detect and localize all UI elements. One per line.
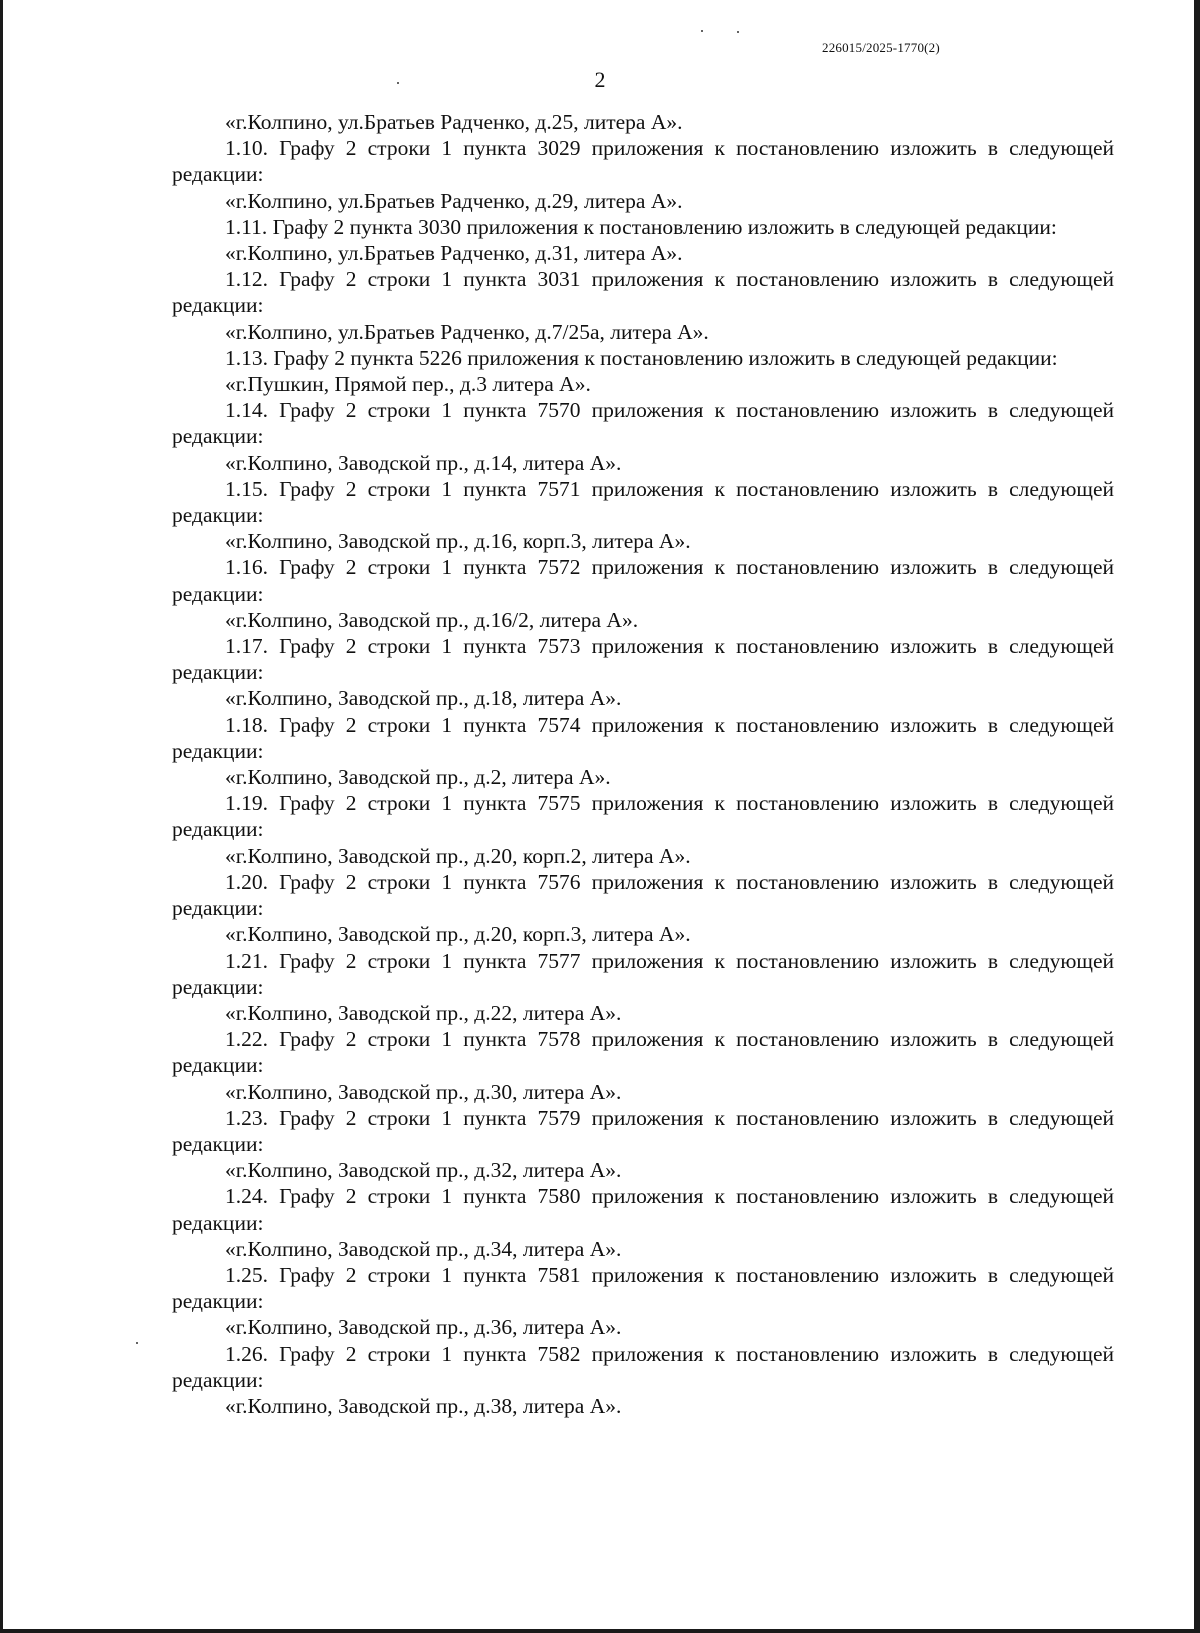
address-line: «г.Пушкин, Прямой пер., д.3 литера А». (225, 372, 591, 397)
clause-paragraph: 1.18. Графу 2 строки 1 пункта 7574 приложения к постановлению изложить в следующей редакции: (172, 712, 1114, 763)
address-line: «г.Колпино, Заводской пр., д.32, литера А». (225, 1158, 622, 1183)
clause-paragraph: 1.15. Графу 2 строки 1 пункта 7571 приложения к постановлению изложить в следующей редакции: (172, 476, 1114, 528)
address-line: «г.Колпино, ул.Братьев Радченко, д.31, литера А». (225, 241, 683, 266)
address-line: «г.Колпино, Заводской пр., д.16/2, литера А». (225, 607, 639, 632)
clause-paragraph: 1.19. Графу 2 строки 1 пункта 7575 приложения к постановлению изложить в следующей редакции: (172, 791, 1114, 842)
clause-paragraph: 1.14. Графу 2 строки 1 пункта 7570 приложения к постановлению изложить в следующей редакции: (172, 398, 1114, 449)
address-line: «г.Колпино, Заводской пр., д.18, литера А». (225, 686, 622, 711)
address-line: «г.Колпино, Заводской пр., д.34, литера А». (225, 1236, 622, 1261)
address-line: «г.Колпино, Заводской пр., д.36, литера А». (225, 1315, 622, 1340)
document-number: 226015/2025-1770(2) (822, 40, 940, 55)
clause-paragraph: 1.22. Графу 2 строки 1 пункта 7578 приложения к постановлению изложить в следующей редакции: (172, 1027, 1114, 1078)
address-line: «г.Колпино, Заводской пр., д.2, литера А». (225, 765, 611, 790)
clause-paragraph: 1.24. Графу 2 строки 1 пункта 7580 приложения к постановлению изложить в следующей редакции: (172, 1184, 1114, 1235)
clause-paragraph: 1.25. Графу 2 строки 1 пункта 7581 приложения к постановлению изложить в следующей редакции: (172, 1262, 1114, 1314)
address-line: «г.Колпино, Заводской пр., д.14, литера А». (225, 450, 622, 475)
scan-border-right (1194, 0, 1200, 1633)
address-line: «г.Колпино, Заводской пр., д.30, литера А». (225, 1079, 622, 1104)
address-line: «г.Колпино, Заводской пр., д.38, литера А». (225, 1393, 622, 1418)
address-line: «г.Колпино, ул.Братьев Радченко, д.25, литера А». (225, 110, 683, 134)
scan-speck (136, 1342, 138, 1344)
clause-paragraph: 1.26. Графу 2 строки 1 пункта 7582 приложения к постановлению изложить в следующей редакции: (172, 1341, 1114, 1392)
address-line: «г.Колпино, ул.Братьев Радченко, д.7/25а, литера А». (225, 319, 709, 344)
clause-paragraph: 1.20. Графу 2 строки 1 пункта 7576 приложения к постановлению изложить в следующей редакции: (172, 869, 1114, 921)
scan-speck (701, 30, 703, 32)
address-line: «г.Колпино, ул.Братьев Радченко, д.29, литера А». (225, 188, 683, 213)
scan-speck (737, 31, 739, 33)
clause-paragraph: 1.13. Графу 2 пункта 5226 приложения к постановлению изложить в следующей редакции: (225, 345, 1058, 370)
clause-paragraph: 1.21. Графу 2 строки 1 пункта 7577 приложения к постановлению изложить в следующей редакции: (172, 948, 1114, 999)
document-body (172, 109, 1114, 1419)
address-line: «г.Колпино, Заводской пр., д.20, корп.3, литера А». (225, 922, 691, 947)
clause-paragraph: 1.23. Графу 2 строки 1 пункта 7579 приложения к постановлению изложить в следующей редакции: (172, 1105, 1114, 1156)
scan-border-bottom (0, 1629, 1200, 1633)
clause-paragraph: 1.16. Графу 2 строки 1 пункта 7572 приложения к постановлению изложить в следующей редакции: (172, 555, 1114, 606)
clause-paragraph: 1.12. Графу 2 строки 1 пункта 3031 приложения к постановлению изложить в следующей редакции: (172, 267, 1114, 318)
clause-paragraph: 1.11. Графу 2 пункта 3030 приложения к постановлению изложить в следующей редакции: (225, 214, 1057, 239)
clause-paragraph: 1.10. Графу 2 строки 1 пункта 3029 приложения к постановлению изложить в следующей редакции: (172, 136, 1114, 187)
address-line: «г.Колпино, Заводской пр., д.20, корп.2, литера А». (225, 843, 691, 868)
page-number: 2 (594, 67, 606, 92)
scan-border-left (0, 0, 3, 1633)
address-line: «г.Колпино, Заводской пр., д.16, корп.3, литера А». (225, 529, 691, 554)
address-line: «г.Колпино, Заводской пр., д.22, литера А». (225, 1000, 622, 1025)
clause-paragraph: 1.17. Графу 2 строки 1 пункта 7573 приложения к постановлению изложить в следующей редакции: (172, 634, 1114, 685)
